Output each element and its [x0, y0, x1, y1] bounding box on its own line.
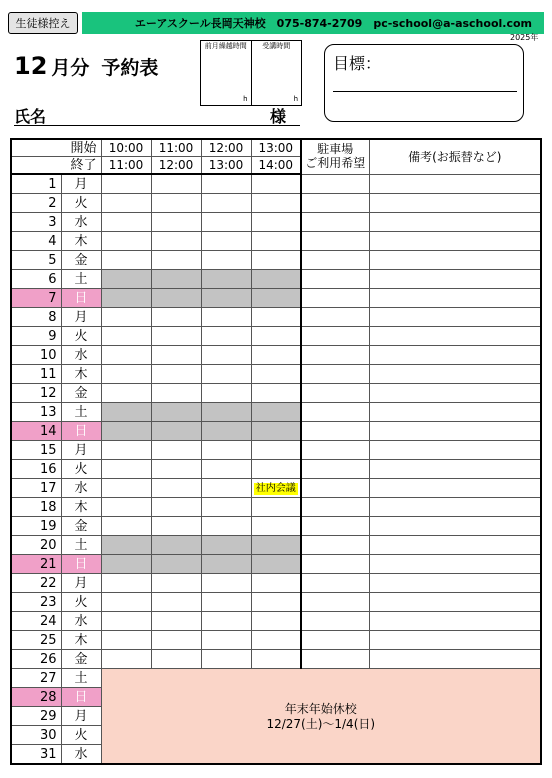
meeting-cell[interactable] [251, 479, 301, 498]
weekday: 火 [61, 194, 101, 213]
remarks-cell[interactable] [369, 174, 541, 194]
carry-hours-unit: h [243, 95, 248, 103]
schedule-table [10, 138, 542, 765]
header-row-start [11, 139, 541, 157]
slot-cell[interactable] [101, 270, 151, 289]
day-number: 27 [11, 669, 61, 688]
day-number: 20 [11, 536, 61, 555]
remarks-cell[interactable] [369, 327, 541, 346]
slot-cell[interactable] [251, 213, 301, 232]
slot-cell[interactable] [101, 403, 151, 422]
day-number: 3 [11, 213, 61, 232]
day-number: 29 [11, 707, 61, 726]
weekday: 月 [61, 308, 101, 327]
parking-cell[interactable] [301, 536, 369, 555]
school-header: エーアスクール長岡天神校 075-874-2709 pc-school@a-aschool.com [82, 12, 544, 34]
copy-tag: 生徒様控え [8, 12, 78, 34]
parking-cell[interactable] [301, 346, 369, 365]
slot-cell[interactable] [201, 327, 251, 346]
slot-cell[interactable] [101, 479, 151, 498]
slot-cell[interactable] [151, 384, 201, 403]
remarks-cell[interactable] [369, 650, 541, 669]
remarks-cell[interactable] [369, 536, 541, 555]
slot-cell[interactable] [151, 174, 201, 194]
slot-cell[interactable] [101, 498, 151, 517]
slot-cell[interactable] [151, 498, 201, 517]
lesson-hours-label: 受講時間 [262, 42, 291, 50]
day-number: 18 [11, 498, 61, 517]
slot-cell[interactable] [151, 403, 201, 422]
slot-cell[interactable] [101, 346, 151, 365]
weekday: 水 [61, 479, 101, 498]
day-row [11, 308, 541, 327]
slot-cell[interactable] [151, 574, 201, 593]
year-label: 2025年 [510, 33, 539, 42]
day-row [11, 327, 541, 346]
slot-cell[interactable] [201, 232, 251, 251]
weekday: 火 [61, 593, 101, 612]
slot-cell[interactable] [251, 346, 301, 365]
weekday: 水 [61, 346, 101, 365]
name-line[interactable] [14, 125, 300, 126]
day-row [11, 346, 541, 365]
day-row [11, 631, 541, 650]
slot-cell[interactable] [101, 574, 151, 593]
remarks-cell[interactable] [369, 213, 541, 232]
day-number: 7 [11, 289, 61, 308]
slot-cell[interactable] [151, 232, 201, 251]
slot-cell[interactable] [151, 517, 201, 536]
slot-cell[interactable] [201, 593, 251, 612]
slot-cell[interactable] [201, 574, 251, 593]
slot-cell[interactable] [151, 346, 201, 365]
slot-cell[interactable] [151, 251, 201, 270]
day-row [11, 498, 541, 517]
slot-cell[interactable] [251, 365, 301, 384]
slot-cell[interactable] [251, 498, 301, 517]
weekday: 金 [61, 251, 101, 270]
slot-cell[interactable] [251, 612, 301, 631]
slot-start: 11:00 [151, 139, 201, 157]
weekday: 火 [61, 327, 101, 346]
parking-cell[interactable] [301, 174, 369, 194]
parking-cell[interactable] [301, 251, 369, 270]
slot-cell[interactable] [101, 441, 151, 460]
slot-cell[interactable] [101, 327, 151, 346]
day-row [11, 479, 541, 498]
title-name: 予約表 [101, 57, 159, 79]
weekday: 土 [61, 536, 101, 555]
weekday: 土 [61, 270, 101, 289]
remarks-cell[interactable] [369, 308, 541, 327]
parking-cell[interactable] [301, 612, 369, 631]
slot-cell[interactable] [151, 308, 201, 327]
remarks-cell[interactable] [369, 612, 541, 631]
slot-cell[interactable] [251, 650, 301, 669]
carry-hours-cell[interactable] [201, 41, 251, 105]
meeting-label: 社内会議 [255, 483, 296, 494]
remarks-cell[interactable] [369, 384, 541, 403]
day-number: 30 [11, 726, 61, 745]
slot-cell[interactable] [201, 650, 251, 669]
slot-cell[interactable] [251, 251, 301, 270]
slot-cell[interactable] [201, 384, 251, 403]
slot-cell[interactable] [151, 593, 201, 612]
slot-cell[interactable] [151, 422, 201, 441]
day-row [11, 232, 541, 251]
parking-cell[interactable] [301, 460, 369, 479]
parking-cell[interactable] [301, 289, 369, 308]
slot-end: 13:00 [201, 157, 251, 175]
day-number: 22 [11, 574, 61, 593]
day-number: 25 [11, 631, 61, 650]
slot-cell[interactable] [101, 650, 151, 669]
day-row [11, 555, 541, 574]
slot-cell[interactable] [201, 422, 251, 441]
day-number: 14 [11, 422, 61, 441]
parking-cell[interactable] [301, 232, 369, 251]
day-number: 15 [11, 441, 61, 460]
remarks-cell[interactable] [369, 517, 541, 536]
weekday: 金 [61, 650, 101, 669]
slot-cell[interactable] [201, 308, 251, 327]
weekday: 水 [61, 612, 101, 631]
slot-cell[interactable] [251, 422, 301, 441]
day-row [11, 289, 541, 308]
remarks-cell[interactable] [369, 403, 541, 422]
day-number: 9 [11, 327, 61, 346]
slot-cell[interactable] [151, 479, 201, 498]
end-label: 終了 [11, 157, 101, 175]
slot-cell[interactable] [101, 289, 151, 308]
day-number: 8 [11, 308, 61, 327]
weekday: 土 [61, 669, 101, 688]
day-number: 5 [11, 251, 61, 270]
parking-cell[interactable] [301, 574, 369, 593]
weekday: 木 [61, 365, 101, 384]
parking-cell[interactable] [301, 517, 369, 536]
day-row [11, 460, 541, 479]
remarks-cell[interactable] [369, 631, 541, 650]
remarks-cell[interactable] [369, 555, 541, 574]
goal-box[interactable] [324, 44, 524, 122]
weekday: 月 [61, 174, 101, 194]
remarks-cell[interactable] [369, 574, 541, 593]
slot-cell[interactable] [101, 422, 151, 441]
day-row [11, 441, 541, 460]
day-number: 13 [11, 403, 61, 422]
slot-cell[interactable] [251, 232, 301, 251]
slot-cell[interactable] [201, 460, 251, 479]
slot-cell[interactable] [151, 327, 201, 346]
parking-cell[interactable] [301, 403, 369, 422]
slot-cell[interactable] [101, 174, 151, 194]
slot-cell[interactable] [151, 460, 201, 479]
slot-cell[interactable] [251, 327, 301, 346]
slot-cell[interactable] [101, 593, 151, 612]
weekday: 金 [61, 517, 101, 536]
slot-cell[interactable] [151, 612, 201, 631]
slot-cell[interactable] [201, 251, 251, 270]
weekday: 月 [61, 707, 101, 726]
remarks-cell[interactable] [369, 441, 541, 460]
slot-cell[interactable] [101, 460, 151, 479]
slot-cell[interactable] [201, 517, 251, 536]
day-number: 19 [11, 517, 61, 536]
slot-cell[interactable] [101, 213, 151, 232]
weekday: 水 [61, 745, 101, 765]
goal-label: 目標： [333, 54, 382, 73]
day-row [11, 612, 541, 631]
slot-cell[interactable] [251, 517, 301, 536]
remarks-cell[interactable] [369, 460, 541, 479]
remarks-cell[interactable] [369, 194, 541, 213]
slot-cell[interactable] [151, 536, 201, 555]
goal-line [333, 91, 517, 92]
slot-cell[interactable] [101, 365, 151, 384]
lesson-hours-unit: h [293, 95, 298, 103]
parking-cell[interactable] [301, 365, 369, 384]
slot-cell[interactable] [251, 536, 301, 555]
slot-cell[interactable] [251, 194, 301, 213]
parking-cell[interactable] [301, 384, 369, 403]
title-month: 12 [14, 52, 48, 80]
slot-cell[interactable] [101, 194, 151, 213]
weekday: 木 [61, 498, 101, 517]
day-number: 4 [11, 232, 61, 251]
slot-cell[interactable] [101, 308, 151, 327]
slot-cell[interactable] [151, 555, 201, 574]
slot-cell[interactable] [151, 194, 201, 213]
start-label: 開始 [11, 139, 101, 157]
parking-cell[interactable] [301, 213, 369, 232]
weekday: 土 [61, 403, 101, 422]
slot-cell[interactable] [151, 289, 201, 308]
day-number: 24 [11, 612, 61, 631]
day-row [11, 213, 541, 232]
name-label: 氏名 [14, 107, 47, 126]
slot-cell[interactable] [251, 308, 301, 327]
remarks-header: 備考(お振替など) [369, 139, 541, 174]
day-number: 11 [11, 365, 61, 384]
day-number: 31 [11, 745, 61, 765]
parking-cell[interactable] [301, 308, 369, 327]
weekday: 火 [61, 460, 101, 479]
slot-start: 13:00 [251, 139, 301, 157]
day-row [11, 669, 541, 688]
parking-header: 駐車場 ご利用希望 [301, 139, 369, 174]
slot-cell[interactable] [151, 270, 201, 289]
day-number: 12 [11, 384, 61, 403]
slot-cell[interactable] [201, 536, 251, 555]
slot-cell[interactable] [251, 460, 301, 479]
slot-cell[interactable] [201, 213, 251, 232]
parking-cell[interactable] [301, 479, 369, 498]
slot-cell[interactable] [201, 365, 251, 384]
parking-cell[interactable] [301, 650, 369, 669]
day-number: 21 [11, 555, 61, 574]
slot-cell[interactable] [251, 593, 301, 612]
parking-cell[interactable] [301, 441, 369, 460]
remarks-cell[interactable] [369, 270, 541, 289]
slot-cell[interactable] [151, 631, 201, 650]
slot-cell[interactable] [101, 251, 151, 270]
slot-cell[interactable] [151, 213, 201, 232]
slot-cell[interactable] [101, 536, 151, 555]
slot-cell[interactable] [101, 232, 151, 251]
parking-cell[interactable] [301, 631, 369, 650]
hours-box [200, 40, 302, 106]
slot-cell[interactable] [201, 498, 251, 517]
day-row [11, 194, 541, 213]
weekday: 月 [61, 441, 101, 460]
day-row [11, 174, 541, 194]
slot-cell[interactable] [251, 270, 301, 289]
slot-cell[interactable] [251, 174, 301, 194]
day-row [11, 365, 541, 384]
slot-end: 11:00 [101, 157, 151, 175]
weekday: 金 [61, 384, 101, 403]
slot-cell[interactable] [201, 403, 251, 422]
page-title [14, 52, 158, 80]
day-row [11, 403, 541, 422]
title-unit: 月分 [51, 57, 90, 79]
day-number: 17 [11, 479, 61, 498]
weekday: 月 [61, 574, 101, 593]
day-row [11, 422, 541, 441]
holiday-title: 年末年始休校 [284, 701, 357, 716]
slot-cell[interactable] [201, 555, 251, 574]
slot-cell[interactable] [251, 555, 301, 574]
weekday: 日 [61, 688, 101, 707]
slot-cell[interactable] [201, 631, 251, 650]
parking-cell[interactable] [301, 593, 369, 612]
day-row [11, 384, 541, 403]
slot-cell[interactable] [101, 384, 151, 403]
slot-cell[interactable] [201, 174, 251, 194]
slot-cell[interactable] [151, 365, 201, 384]
slot-cell[interactable] [251, 631, 301, 650]
day-number: 26 [11, 650, 61, 669]
slot-cell[interactable] [201, 612, 251, 631]
parking-cell[interactable] [301, 327, 369, 346]
day-number: 2 [11, 194, 61, 213]
remarks-cell[interactable] [369, 346, 541, 365]
slot-end: 14:00 [251, 157, 301, 175]
remarks-cell[interactable] [369, 422, 541, 441]
weekday: 木 [61, 232, 101, 251]
slot-cell[interactable] [151, 441, 201, 460]
day-row [11, 574, 541, 593]
slot-cell[interactable] [101, 612, 151, 631]
slot-cell[interactable] [201, 289, 251, 308]
slot-cell[interactable] [101, 631, 151, 650]
slot-cell[interactable] [251, 574, 301, 593]
slot-cell[interactable] [251, 384, 301, 403]
weekday: 木 [61, 631, 101, 650]
slot-cell[interactable] [101, 555, 151, 574]
day-number: 10 [11, 346, 61, 365]
day-number: 16 [11, 460, 61, 479]
weekday: 火 [61, 726, 101, 745]
day-row [11, 270, 541, 289]
slot-cell[interactable] [151, 650, 201, 669]
slot-end: 12:00 [151, 157, 201, 175]
slot-cell[interactable] [251, 289, 301, 308]
day-number: 23 [11, 593, 61, 612]
parking-cell[interactable] [301, 498, 369, 517]
parking-cell[interactable] [301, 270, 369, 289]
day-row [11, 517, 541, 536]
slot-cell[interactable] [201, 346, 251, 365]
day-row [11, 593, 541, 612]
slot-cell[interactable] [251, 403, 301, 422]
parking-cell[interactable] [301, 555, 369, 574]
remarks-cell[interactable] [369, 498, 541, 517]
lesson-hours-cell[interactable] [251, 41, 302, 105]
remarks-cell[interactable] [369, 593, 541, 612]
weekday: 日 [61, 422, 101, 441]
day-number: 1 [11, 174, 61, 194]
remarks-cell[interactable] [369, 365, 541, 384]
slot-cell[interactable] [201, 441, 251, 460]
parking-cell[interactable] [301, 194, 369, 213]
day-number: 28 [11, 688, 61, 707]
slot-cell[interactable] [101, 517, 151, 536]
day-row [11, 536, 541, 555]
remarks-cell[interactable] [369, 479, 541, 498]
holiday-notice [101, 669, 541, 765]
weekday: 日 [61, 555, 101, 574]
slot-cell[interactable] [201, 270, 251, 289]
holiday-range: 12/27(土)～1/4(日) [266, 716, 376, 731]
remarks-cell[interactable] [369, 232, 541, 251]
weekday: 水 [61, 213, 101, 232]
day-number: 6 [11, 270, 61, 289]
slot-start: 12:00 [201, 139, 251, 157]
parking-cell[interactable] [301, 422, 369, 441]
slot-start: 10:00 [101, 139, 151, 157]
slot-cell[interactable] [201, 479, 251, 498]
carry-hours-label: 前月繰越時間 [204, 42, 247, 50]
remarks-cell[interactable] [369, 289, 541, 308]
day-row [11, 650, 541, 669]
weekday: 日 [61, 289, 101, 308]
slot-cell[interactable] [201, 194, 251, 213]
remarks-cell[interactable] [369, 251, 541, 270]
slot-cell[interactable] [251, 441, 301, 460]
day-row [11, 251, 541, 270]
honorific-label: 様 [270, 107, 287, 126]
